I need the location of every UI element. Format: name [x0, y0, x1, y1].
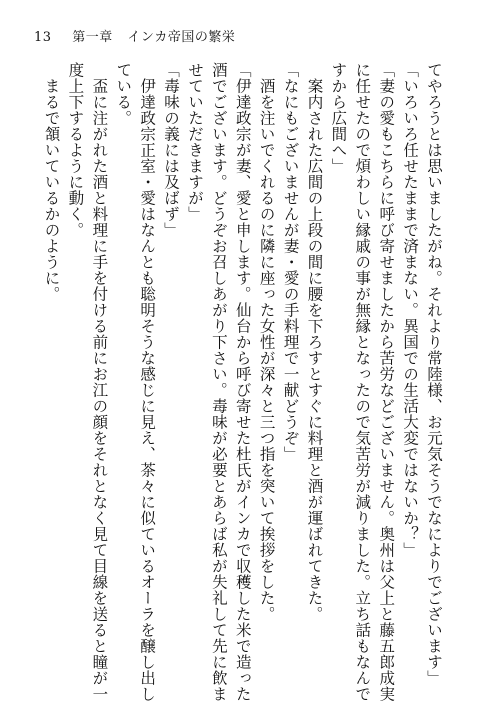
text-line: 「なにもございませんが妻・愛の手料理で一献どうぞ」: [281, 62, 300, 462]
text-line: 酒を注いでくれるのに隣に座った女性が深々と三つ指を突いて挨拶をした。: [257, 62, 276, 622]
text-line: 案内された広間の上段の間に腰を下ろすとすぐに料理と酒が運ばれてきた。: [305, 62, 324, 622]
text-line: 酒でございます。どうぞお召しあがり下さい。毒味が必要とあらば私が失礼して先に飲ま: [209, 62, 228, 702]
text-line: まるで頷いているかのように。: [42, 62, 61, 302]
text-line: に任せたので煩わしい縁戚の事が無縁となったので気苦労が減りました。立ち話もなんで: [353, 62, 372, 702]
text-line: 度上下するように動く。: [66, 62, 85, 238]
text-line: 「妻の愛もこちらに呼び寄せましたから苦労などございません。奥州は父上と藤五郎成実: [377, 62, 396, 702]
text-line: てやろうとは思いましたがね。それより常陸様、お元気そうでなによりでございます」: [425, 62, 443, 686]
text-line: すから広間へ」: [329, 62, 348, 174]
text-line: 「いろいろ任せたままで済まない。異国での生活大変ではないか？」: [401, 62, 420, 558]
text-line: 盃に注がれた酒と料理に手を付ける前にお江の顔をそれとなく見て目線を送ると瞳が一: [90, 62, 109, 702]
chapter-title: インカ帝国の繁栄: [127, 30, 236, 45]
vertical-body-text: [42, 62, 445, 702]
text-line: せていただきますが」: [185, 62, 204, 222]
text-line: 「毒味の義には及ばず」: [162, 62, 181, 238]
text-line: ている。: [114, 62, 133, 126]
running-header: [34, 26, 235, 45]
chapter-label: 第一章: [72, 30, 113, 45]
text-line: 伊達政宗正室・愛はなんとも聡明そうな感じに見え、茶々に似ているオーラを醸し出し: [138, 62, 157, 702]
text-line: 「伊達政宗が妻、愛と申します。仙台から呼び寄せた杜氏がインカで収穫した米で造った: [233, 62, 252, 702]
page-number: 13: [34, 30, 52, 45]
